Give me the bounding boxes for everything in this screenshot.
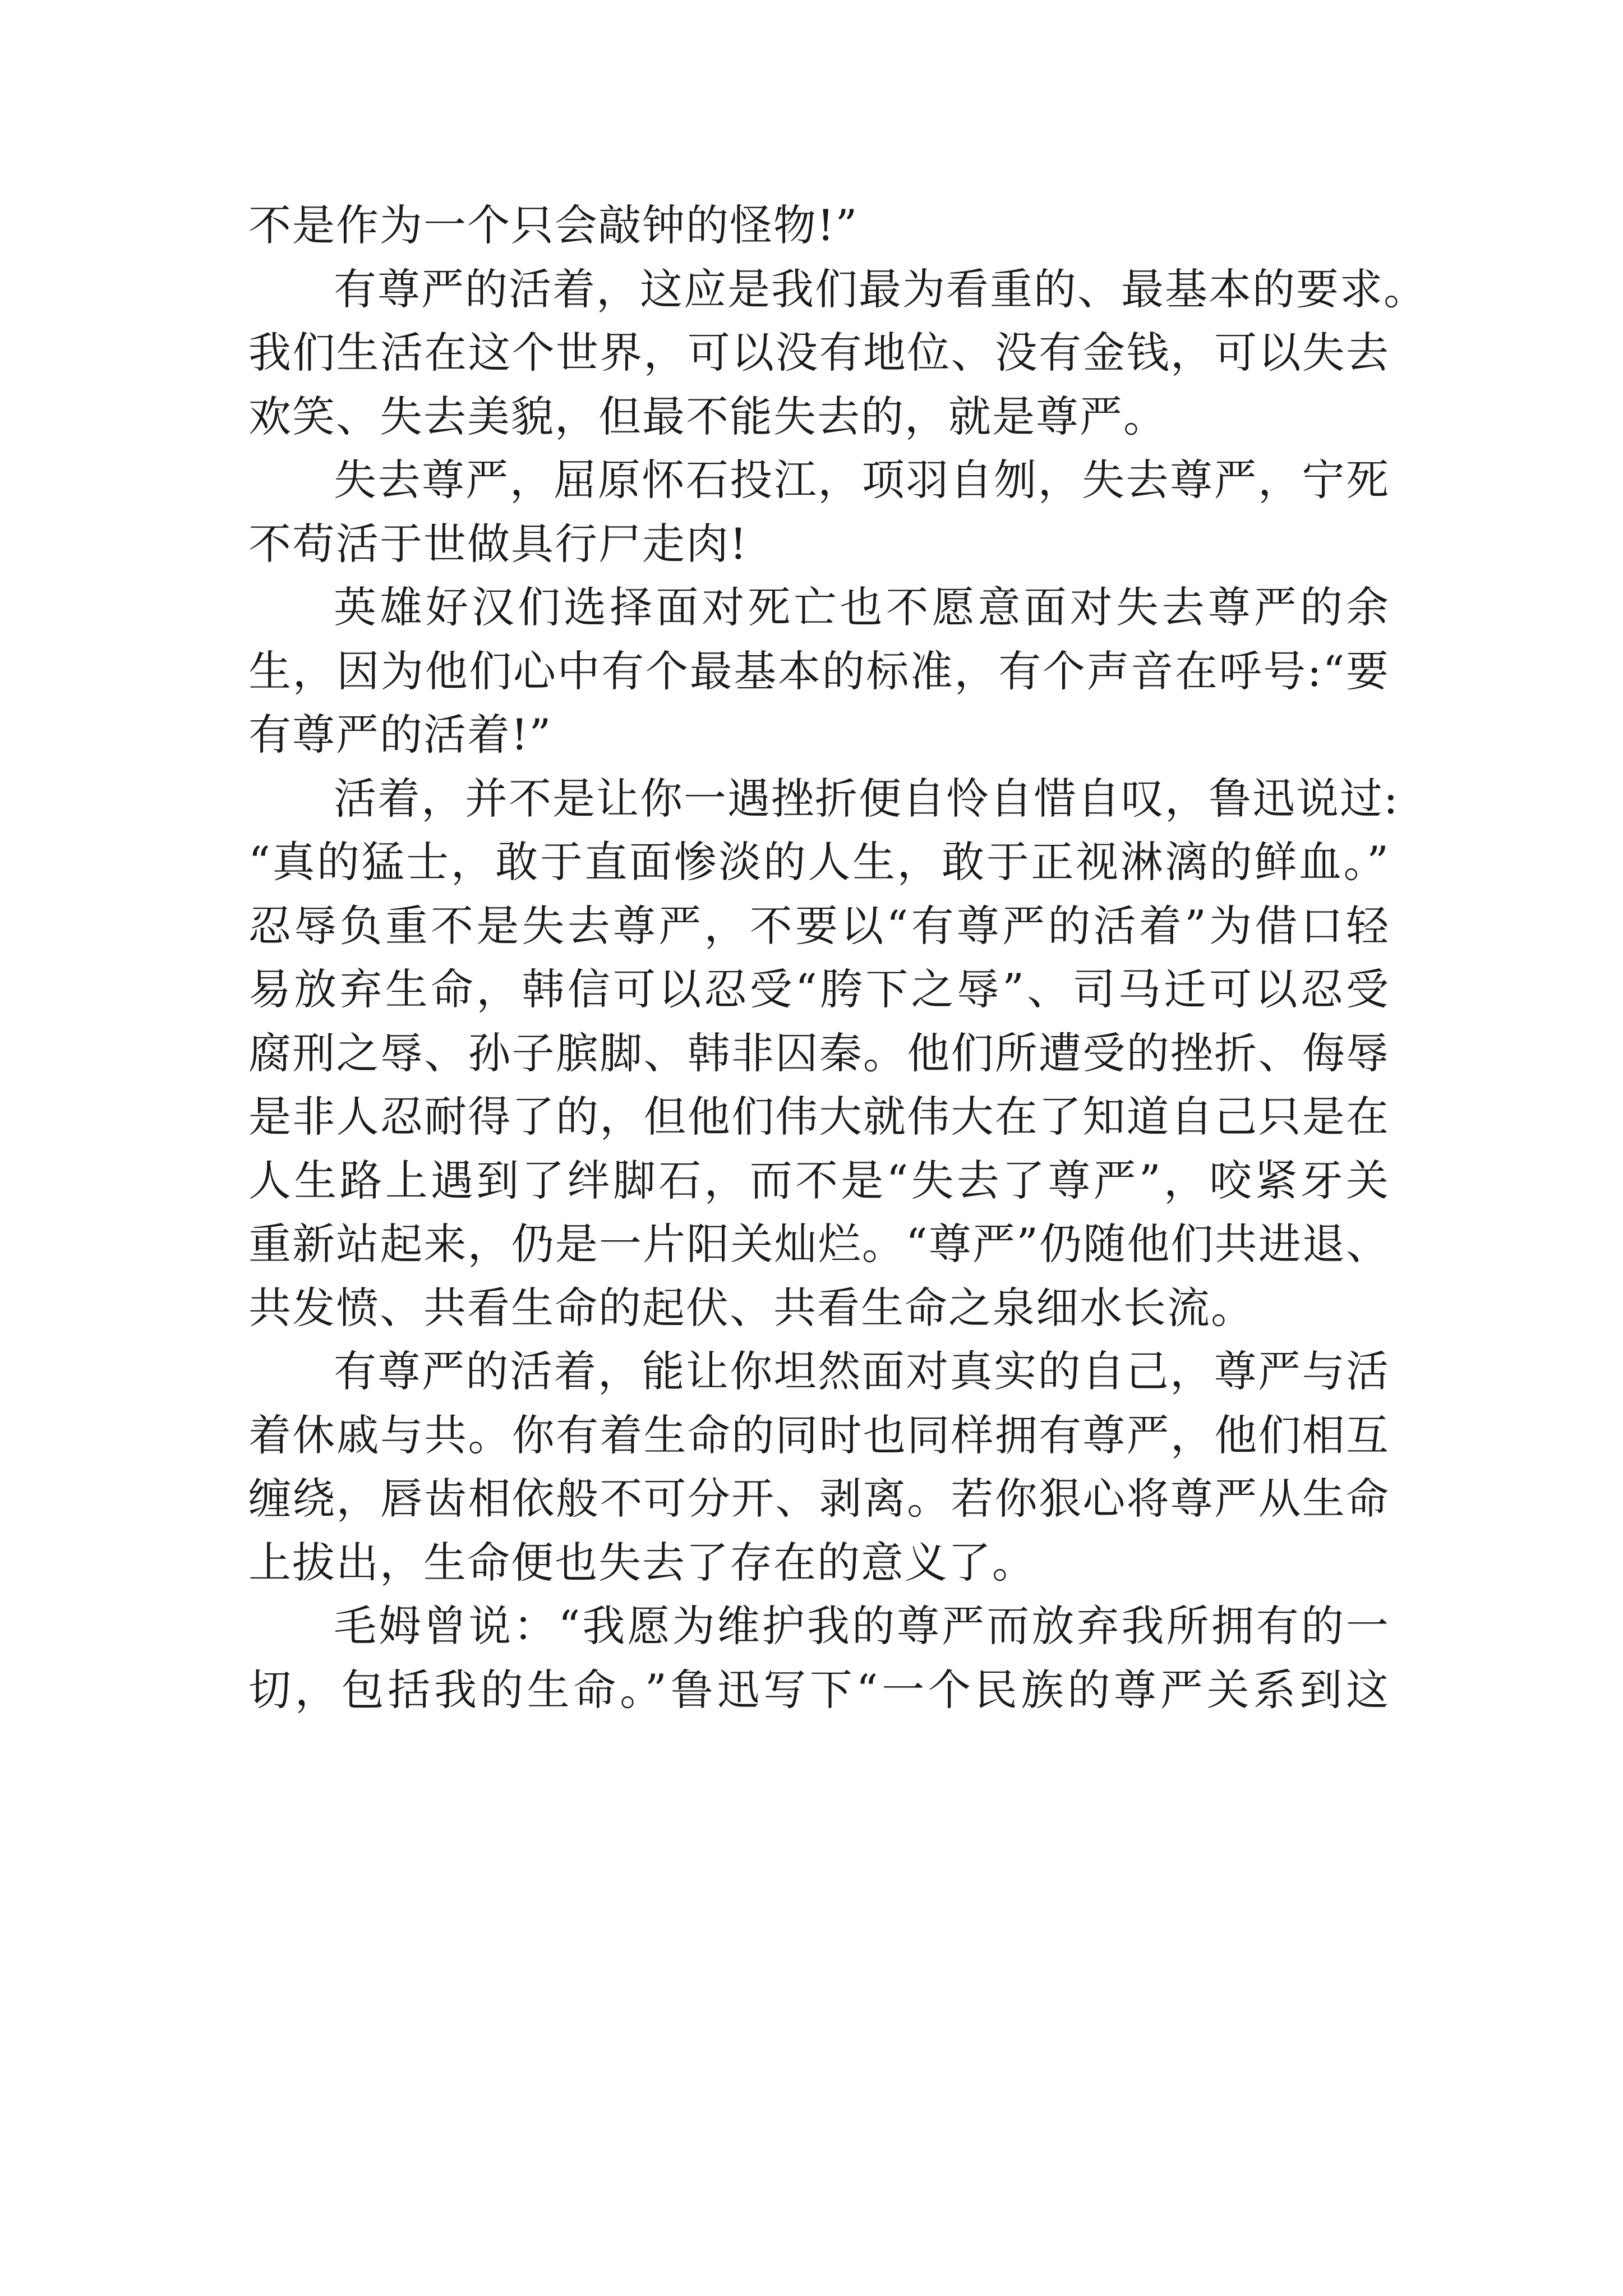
text-line: 英雄好汉们选择面对死亡也不愿意面对失去尊严的余 bbox=[334, 582, 1390, 632]
text-line: 易放弃生命，韩信可以忍受“胯下之辱”、司马迁可以忍受 bbox=[248, 964, 1390, 1014]
text-line: 有尊严的活着，能让你坦然面对真实的自己，尊严与活 bbox=[334, 1346, 1390, 1396]
text-line: 不是作为一个只会敲钟的怪物!” bbox=[248, 200, 859, 250]
text-line: 活着，并不是让你一遇挫折便自怜自惜自叹，鲁迅说过: bbox=[334, 773, 1399, 823]
text-line: 有尊严的活着，这应是我们最为看重的、最基本的要求。 bbox=[334, 264, 1427, 314]
text-line: 人生路上遇到了绊脚石，而不是“失去了尊严”，咬紧牙关 bbox=[248, 1155, 1390, 1205]
body-text bbox=[248, 194, 1427, 1722]
text-line: 缠绕，唇齿相依般不可分开、剥离。若你狠心将尊严从生命 bbox=[248, 1474, 1390, 1524]
text-line: 重新站起来，仍是一片阳关灿烂。“尊严”仍随他们共进退、 bbox=[248, 1219, 1390, 1269]
text-line: 是非人忍耐得了的，但他们伟大就伟大在了知道自己只是在 bbox=[248, 1092, 1390, 1142]
text-line: 我们生活在这个世界，可以没有地位、没有金钱，可以失去 bbox=[248, 328, 1390, 378]
text-line: 忍辱负重不是失去尊严，不要以“有尊严的活着”为借口轻 bbox=[248, 900, 1390, 951]
text-line: 不苟活于世做具行尸走肉! bbox=[248, 518, 748, 569]
text-line: 上拔出，生命便也失去了存在的意义了。 bbox=[248, 1537, 1036, 1588]
text-line: 着休戚与共。你有着生命的同时也同样拥有尊严，他们相互 bbox=[248, 1410, 1390, 1460]
text-line: 切，包括我的生命。”鲁迅写下“一个民族的尊严关系到这 bbox=[248, 1664, 1390, 1715]
text-line: 毛姆曾说：“我愿为维护我的尊严而放弃我所拥有的一 bbox=[334, 1601, 1390, 1651]
text-line: 欢笑、失去美貌，但最不能失去的，就是尊严。 bbox=[248, 391, 1167, 441]
text-line: “真的猛士，敢于直面惨淡的人生，敢于正视淋漓的鲜血。” bbox=[248, 837, 1390, 887]
text-line: 共发愤、共看生命的起伏、共看生命之泉细水长流。 bbox=[248, 1282, 1255, 1333]
text-line: 有尊严的活着!” bbox=[248, 710, 552, 760]
text-line: 失去尊严，屈原怀石投江，项羽自刎，失去尊严，宁死 bbox=[334, 455, 1390, 505]
text-line: 腐刑之辱、孙子膑脚、韩非囚秦。他们所遭受的挫折、侮辱 bbox=[248, 1028, 1390, 1078]
text-line: 生，因为他们心中有个最基本的标准，有个声音在呼号:“要 bbox=[248, 646, 1390, 696]
